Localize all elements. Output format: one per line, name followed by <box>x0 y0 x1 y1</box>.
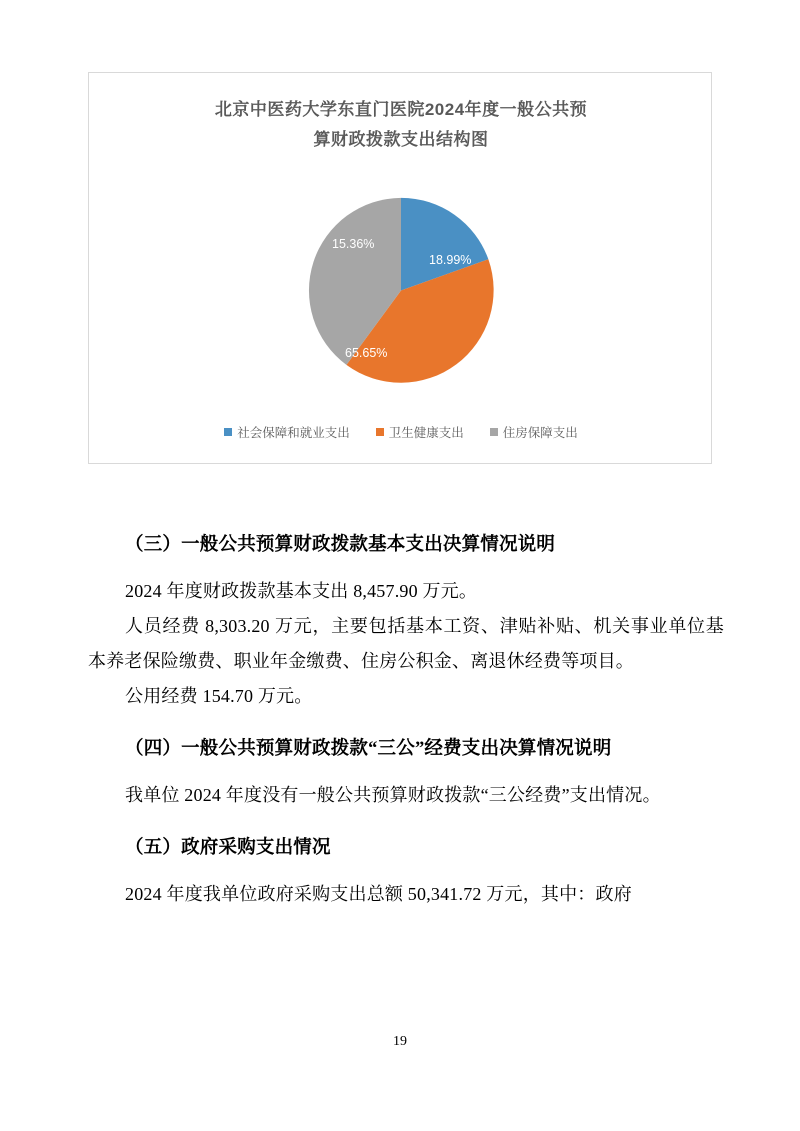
document-body <box>88 528 724 912</box>
legend-swatch-icon <box>224 428 232 436</box>
pie-plot-area <box>89 193 713 408</box>
heading-section-3: （三）一般公共预算财政拨款基本支出决算情况说明 <box>125 535 556 555</box>
legend-item-social-security <box>224 423 350 441</box>
paragraph-3-2: 人员经费 8,303.20 万元，主要包括基本工资、津贴补贴、机关事业单位基本养老保险缴费、职业年金缴费、住房公积金、离退休经费等项目。 <box>88 616 724 671</box>
heading-section-5: （五）政府采购支出情况 <box>125 838 331 858</box>
paragraph-3-1: 2024 年度财政拨款基本支出 8,457.90 万元。 <box>125 581 478 601</box>
pie-graphic <box>304 193 499 388</box>
chart-title-line-2: 算财政拨款支出结构图 <box>313 130 489 149</box>
chart-title <box>149 95 653 155</box>
legend-swatch-icon <box>490 428 498 436</box>
pie-label-housing: 15.36% <box>332 237 375 251</box>
pie-chart-card <box>88 72 712 464</box>
paragraph-5-1: 2024 年度我单位政府采购支出总额 50,341.72 万元，其中：政府 <box>125 884 632 904</box>
legend-item-health <box>376 423 464 441</box>
legend-item-housing <box>490 423 578 441</box>
chart-legend <box>89 423 713 441</box>
legend-label: 住房保障支出 <box>502 426 578 440</box>
page-number: 19 <box>393 1034 407 1049</box>
paragraph-3-3: 公用经费 154.70 万元。 <box>125 686 313 706</box>
heading-section-4: （四）一般公共预算财政拨款“三公”经费支出决算情况说明 <box>125 739 612 759</box>
legend-label: 卫生健康支出 <box>388 426 464 440</box>
legend-label: 社会保障和就业支出 <box>237 426 350 440</box>
pie-label-social-security: 18.99% <box>429 253 472 267</box>
paragraph-4-1: 我单位 2024 年度没有一般公共预算财政拨款“三公经费”支出情况。 <box>125 785 661 805</box>
pie-label-health: 65.65% <box>345 346 388 360</box>
chart-title-line-1: 北京中医药大学东直门医院2024年度一般公共预 <box>214 100 588 119</box>
legend-swatch-icon <box>376 428 384 436</box>
